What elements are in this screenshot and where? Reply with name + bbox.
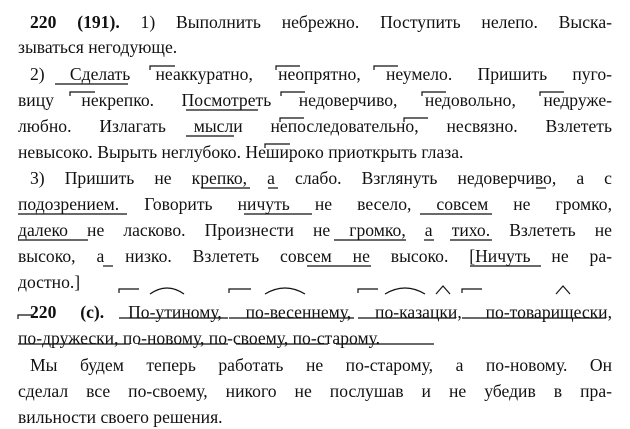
prefix-mark xyxy=(119,289,139,293)
root-arc-mark xyxy=(265,288,305,294)
root-arc-mark xyxy=(385,288,425,294)
exercise-number: 220 (с). xyxy=(30,302,105,322)
exercise-220-191-line-6: невысоко. Вырыть неглубоко. Неширокo приоткрыть глаза. xyxy=(18,142,464,162)
exercise-220-191-line-5: любно. Излагать мысли непоследовательно, несвязно. Взлететь xyxy=(18,116,612,136)
exercise-number: 220 (191). xyxy=(30,12,120,32)
exercise-220-191-line-9: далеко не ласково. Произнести не громко, а тихо. Взлететь не xyxy=(18,220,612,240)
exercise-220-191-line-7: 3) Пришить не крепко, а слабо. Взглянуть недоверчиво, а с xyxy=(30,168,612,188)
exercise-220-c-line-1: 220 (с). По-утиному, по-весеннему, по-казацки, по-товарищески, xyxy=(30,302,612,322)
root-arc-mark xyxy=(150,288,184,294)
exercise-220-191-line-3: 2) Сделать неаккуратно, неопрятно, неумело. Пришить пуго- xyxy=(30,64,612,84)
suffix-mark xyxy=(556,286,570,294)
exercise-220-191-line-4: вицу некрепко. Посмотреть недоверчиво, недовольно, недруже- xyxy=(18,90,612,110)
prefix-mark xyxy=(462,289,482,293)
exercise-220-191-line-8: подозрением. Говорить ничуть не весело, совсем не громко, xyxy=(18,194,612,214)
exercise-220-191-line-1: 220 (191). 1) Выполнить небрежно. Поступить нелепо. Выска- xyxy=(30,12,612,32)
suffix-mark xyxy=(436,286,450,294)
exercise-220-191-line-10: высоко, а низко. Взлететь совсем не высоко. [Ничуть не ра- xyxy=(18,246,612,266)
closing-paragraph-line-2: сделал все по-своему, никого не послушав и не убедив в пра- xyxy=(18,381,612,401)
closing-paragraph-line-1: Мы будем теперь работать не по-старому, а по-новому. Он xyxy=(30,355,612,375)
closing-paragraph-line-3: вильности своего решения. xyxy=(18,407,223,427)
exercise-220-191-line-11: достно.] xyxy=(18,272,81,292)
prefix-mark xyxy=(229,289,251,293)
prefix-mark xyxy=(358,289,378,293)
exercise-220-191-line-2: зываться негодующе. xyxy=(18,37,178,57)
exercise-220-c-line-2: по-дружески, по-новому, по-своему, по-старому. xyxy=(18,328,381,348)
